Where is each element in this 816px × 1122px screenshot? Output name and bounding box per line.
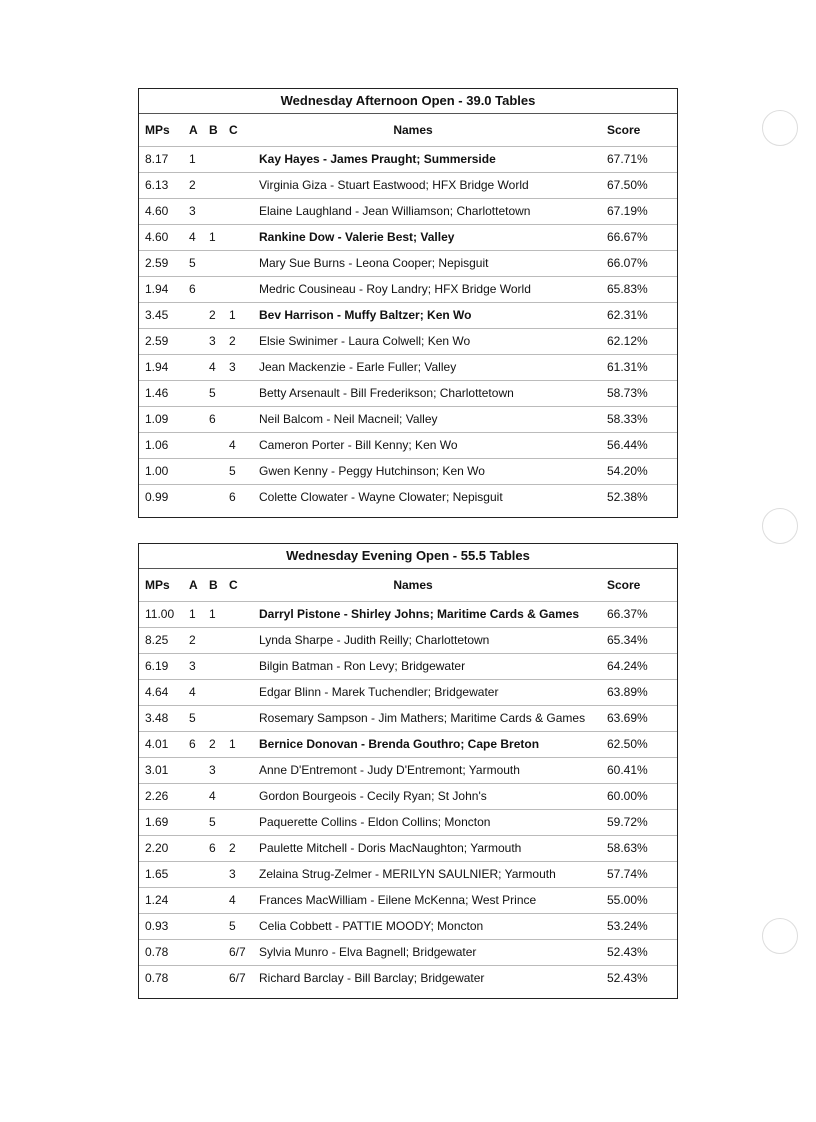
a-cell: 1 [189,152,196,166]
names-cell: Bilgin Batman - Ron Levy; Bridgewater [259,659,466,673]
names-cell: Bev Harrison - Muffy Baltzer; Ken Wo [259,308,472,322]
a-header: A [189,122,198,137]
names-cell: Richard Barclay - Bill Barclay; Bridgewater [259,971,485,986]
c-cell: 2 [229,841,236,855]
evening-results-table [139,569,677,991]
c-cell [229,406,259,432]
b-cell [209,705,229,731]
mps-cell: 0.93 [145,919,169,933]
a-cell: 4 [189,230,196,244]
names-cell: Neil Balcom - Neil Macneil; Valley [259,412,438,426]
b-cell: 5 [209,386,216,400]
names-cell: Lynda Sharpe - Judith Reilly; Charlottetown [259,633,490,647]
c-cell: 6/7 [229,971,246,986]
score-cell: 55.00% [607,893,648,907]
names-cell: Rosemary Sampson - Jim Mathers; Maritime Cards & Games [259,711,586,725]
score-cell: 52.43% [607,971,648,986]
a-cell [189,458,209,484]
mps-cell: 2.59 [145,256,169,270]
score-cell: 58.73% [607,386,648,400]
b-cell: 5 [209,815,216,829]
a-cell [189,302,209,328]
c-cell [229,250,259,276]
a-cell [189,406,209,432]
score-cell: 67.19% [607,204,648,218]
names-cell: Jean Mackenzie - Earle Fuller; Valley [259,360,457,374]
b-cell [209,679,229,705]
names-cell: Gwen Kenny - Peggy Hutchinson; Ken Wo [259,464,485,478]
score-cell: 59.72% [607,815,648,829]
b-header: B [209,577,218,592]
names-cell: Rankine Dow - Valerie Best; Valley [259,230,455,244]
names-cell: Colette Clowater - Wayne Clowater; Nepisguit [259,490,503,505]
names-cell: Kay Hayes - James Praught; Summerside [259,152,496,166]
mps-cell: 4.01 [145,737,169,751]
score-cell: 63.89% [607,685,648,699]
a-cell [189,354,209,380]
b-cell [209,861,229,887]
names-header: Names [393,577,433,592]
c-header: C [229,122,238,137]
c-cell [229,653,259,679]
table-row [139,705,677,731]
score-cell: 65.34% [607,633,648,647]
names-cell: Paulette Mitchell - Doris MacNaughton; Yarmouth [259,841,522,855]
score-cell: 65.83% [607,282,648,296]
mps-cell: 4.60 [145,230,169,244]
c-cell [229,146,259,172]
names-cell: Edgar Blinn - Marek Tuchendler; Bridgewater [259,685,499,699]
table-row [139,809,677,835]
a-cell [189,432,209,458]
c-cell: 5 [229,464,236,478]
b-cell: 4 [209,789,216,803]
names-cell: Elaine Laughland - Jean Williamson; Charlottetown [259,204,531,218]
b-cell [209,887,229,913]
score-cell: 67.71% [607,152,648,166]
score-cell: 66.07% [607,256,648,270]
score-cell: 64.24% [607,659,648,673]
a-header: A [189,577,198,592]
mps-cell: 3.48 [145,711,169,725]
a-cell: 6 [189,282,196,296]
c-header: C [229,577,238,592]
mps-cell: 6.13 [145,178,169,192]
a-cell: 2 [189,178,196,192]
mps-cell: 3.45 [145,308,169,322]
b-cell [209,627,229,653]
c-cell: 3 [229,360,236,374]
c-cell [229,783,259,809]
b-cell [209,250,229,276]
score-cell: 60.00% [607,789,648,803]
score-header: Score [607,577,641,592]
b-cell [209,432,229,458]
score-cell: 60.41% [607,763,648,777]
table-row [139,887,677,913]
score-cell: 66.67% [607,230,648,244]
a-cell: 5 [189,711,196,725]
names-cell: Mary Sue Burns - Leona Cooper; Nepisguit [259,256,489,270]
table-row [139,172,677,198]
b-cell: 6 [209,412,216,426]
table-row [139,913,677,939]
table-row [139,354,677,380]
afternoon-results-table [139,114,677,510]
a-cell [189,757,209,783]
score-cell: 58.63% [607,841,648,855]
c-cell [229,679,259,705]
a-cell [189,835,209,861]
score-cell: 52.38% [607,490,648,505]
c-cell: 1 [229,737,236,751]
table-row [139,627,677,653]
score-cell: 57.74% [607,867,648,881]
mps-cell: 2.20 [145,841,169,855]
names-cell: Virginia Giza - Stuart Eastwood; HFX Bridge World [259,178,529,192]
a-cell: 1 [189,607,196,621]
c-cell [229,601,259,627]
mps-cell: 4.64 [145,685,169,699]
table-row [139,601,677,627]
b-cell: 2 [209,308,216,322]
c-cell [229,276,259,302]
mps-cell: 1.09 [145,412,169,426]
c-cell: 3 [229,867,236,881]
mps-cell: 3.01 [145,763,169,777]
names-cell: Sylvia Munro - Elva Bagnell; Bridgewater [259,945,477,959]
b-cell: 1 [209,230,216,244]
mps-cell: 1.94 [145,282,169,296]
score-cell: 63.69% [607,711,648,725]
b-cell [209,653,229,679]
mps-cell: 1.65 [145,867,169,881]
names-cell: Zelaina Strug-Zelmer - MERILYN SAULNIER; Yarmouth [259,867,556,881]
table-row [139,835,677,861]
score-cell: 58.33% [607,412,648,426]
a-cell: 5 [189,256,196,270]
mps-cell: 0.78 [145,971,169,986]
c-cell [229,627,259,653]
b-cell: 3 [209,763,216,777]
mps-header: MPs [145,577,170,592]
binder-hole [762,918,798,954]
mps-cell: 2.26 [145,789,169,803]
a-cell: 3 [189,204,196,218]
names-cell: Darryl Pistone - Shirley Johns; Maritime Cards & Games [259,607,580,621]
table-row [139,965,677,991]
a-cell: 6 [189,737,196,751]
c-cell: 4 [229,893,236,907]
mps-cell: 6.19 [145,659,169,673]
table-row [139,302,677,328]
c-cell [229,172,259,198]
mps-cell: 1.00 [145,464,169,478]
mps-cell: 1.69 [145,815,169,829]
names-cell: Elsie Swinimer - Laura Colwell; Ken Wo [259,334,471,348]
names-cell: Gordon Bourgeois - Cecily Ryan; St John's [259,789,487,803]
b-cell [209,146,229,172]
table-row [139,224,677,250]
a-cell [189,913,209,939]
table-row [139,939,677,965]
b-header: B [209,122,218,137]
table-row [139,250,677,276]
table-row [139,484,677,510]
c-cell: 6 [229,490,236,505]
mps-cell: 1.06 [145,438,169,452]
mps-cell: 8.17 [145,152,169,166]
names-cell: Cameron Porter - Bill Kenny; Ken Wo [259,438,458,452]
evening-title: Wednesday Evening Open - 55.5 Tables [139,544,677,569]
b-cell: 6 [209,841,216,855]
b-cell: 1 [209,607,216,621]
afternoon-results-box [138,88,678,518]
mps-cell: 4.60 [145,204,169,218]
table-row [139,679,677,705]
score-cell: 54.20% [607,464,648,478]
mps-cell: 11.00 [145,607,175,621]
table-row [139,380,677,406]
c-cell: 2 [229,334,236,348]
b-cell [209,484,229,510]
a-cell [189,965,209,991]
mps-cell: 1.46 [145,386,169,400]
score-cell: 56.44% [607,438,648,452]
table-row [139,783,677,809]
a-cell [189,861,209,887]
c-cell [229,224,259,250]
a-cell [189,939,209,965]
c-cell [229,757,259,783]
names-cell: Bernice Donovan - Brenda Gouthro; Cape Breton [259,737,540,751]
mps-cell: 0.78 [145,945,169,959]
table-row [139,757,677,783]
a-cell [189,783,209,809]
a-cell [189,328,209,354]
names-cell: Betty Arsenault - Bill Frederikson; Charlottetown [259,386,514,400]
score-cell: 62.50% [607,737,648,751]
names-header: Names [393,122,433,137]
names-cell: Anne D'Entremont - Judy D'Entremont; Yarmouth [259,763,520,777]
mps-header: MPs [145,122,170,137]
b-cell: 4 [209,360,216,374]
binder-hole [762,508,798,544]
score-cell: 61.31% [607,360,648,374]
evening-results-box [138,543,678,999]
mps-cell: 8.25 [145,633,169,647]
names-cell: Celia Cobbett - PATTIE MOODY; Moncton [259,919,484,933]
table-row [139,653,677,679]
c-cell [229,198,259,224]
score-cell: 62.31% [607,308,648,322]
a-cell [189,484,209,510]
names-cell: Frances MacWilliam - Eilene McKenna; West Prince [259,893,537,907]
b-cell [209,913,229,939]
score-cell: 53.24% [607,919,648,933]
b-cell [209,458,229,484]
c-cell [229,380,259,406]
b-cell: 3 [209,334,216,348]
b-cell: 2 [209,737,216,751]
c-cell: 6/7 [229,945,246,959]
table-row [139,406,677,432]
score-cell: 52.43% [607,945,648,959]
score-cell: 66.37% [607,607,648,621]
c-cell: 5 [229,919,236,933]
table-row [139,731,677,757]
score-cell: 62.12% [607,334,648,348]
b-cell [209,172,229,198]
b-cell [209,965,229,991]
afternoon-title: Wednesday Afternoon Open - 39.0 Tables [139,89,677,114]
table-row [139,146,677,172]
table-row [139,432,677,458]
a-cell: 2 [189,633,196,647]
a-cell [189,809,209,835]
names-cell: Paquerette Collins - Eldon Collins; Moncton [259,815,491,829]
a-cell [189,380,209,406]
table-row [139,198,677,224]
mps-cell: 1.24 [145,893,169,907]
a-cell: 3 [189,659,196,673]
mps-cell: 2.59 [145,334,169,348]
score-cell: 67.50% [607,178,648,192]
c-cell: 4 [229,438,236,452]
table-row [139,861,677,887]
c-cell [229,809,259,835]
table-row [139,328,677,354]
table-row [139,458,677,484]
evening-header-row [139,569,677,601]
score-header: Score [607,122,641,137]
afternoon-header-row [139,114,677,146]
b-cell [209,198,229,224]
binder-hole [762,110,798,146]
c-cell [229,705,259,731]
a-cell: 4 [189,685,196,699]
table-row [139,276,677,302]
names-cell: Medric Cousineau - Roy Landry; HFX Bridge World [259,282,531,296]
b-cell [209,276,229,302]
c-cell: 1 [229,308,236,322]
b-cell [209,939,229,965]
mps-cell: 1.94 [145,360,169,374]
a-cell [189,887,209,913]
mps-cell: 0.99 [145,490,169,505]
